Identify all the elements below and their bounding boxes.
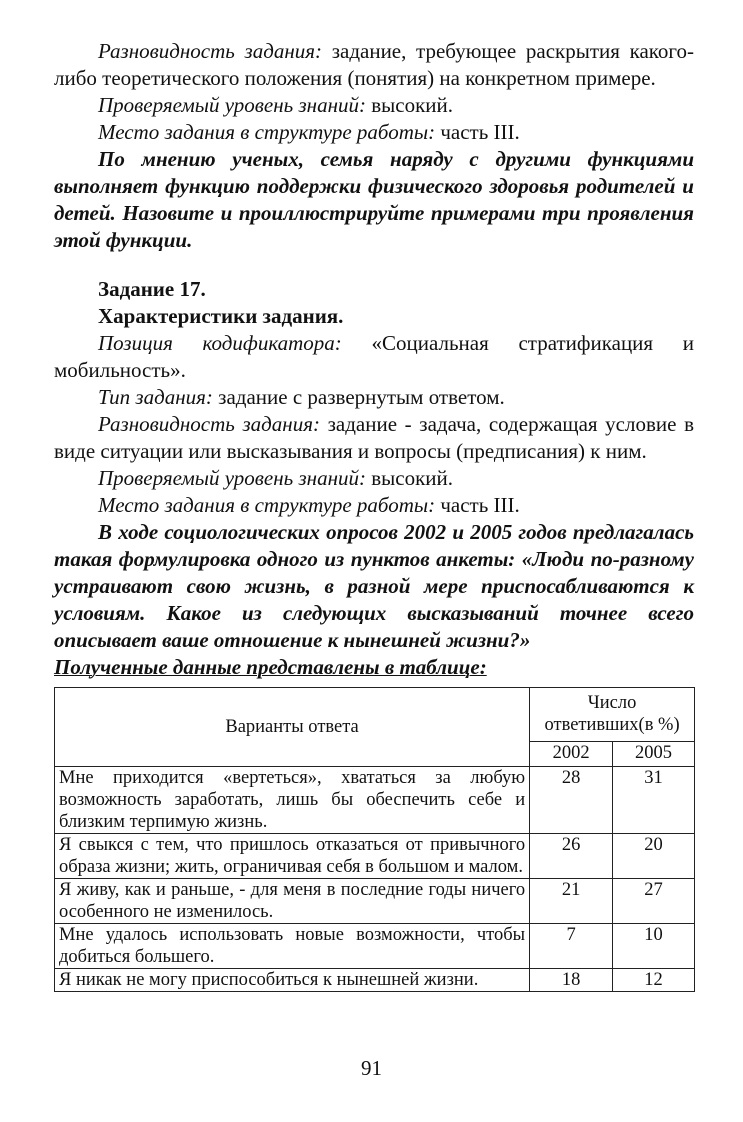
year-2005-header: 2005: [613, 742, 695, 767]
value-2002-cell: 18: [530, 969, 613, 992]
value-2002-cell: 7: [530, 924, 613, 969]
level17-paragraph: [54, 465, 694, 492]
level-text: высокий.: [371, 93, 454, 117]
task17-subheading: Характеристики задания.: [98, 304, 344, 328]
place-label: Место задания в структуре работы:: [98, 120, 436, 144]
value-2005-cell: 20: [613, 834, 695, 879]
position-text: «Социальная стратификация и мобильность».: [54, 331, 695, 382]
variety-label: Разновидность задания:: [98, 39, 323, 63]
table-caption: Полученные данные представлены в таблице:: [54, 655, 487, 679]
place-text: часть III.: [440, 120, 520, 144]
task17-heading: Задание 17.: [98, 277, 206, 301]
table-row: [55, 879, 695, 924]
value-2005-cell: 27: [613, 879, 695, 924]
place17-label: Место задания в структуре работы:: [98, 493, 436, 517]
variety17-text: задание - задача, содержащая условие в виде ситуации или высказывания и вопросы (предписания) к ним.: [54, 412, 695, 463]
answer-cell: Я свыкся с тем, что пришлось отказаться от привычного образа жизни; жить, ограничивая себя в большом и малом.: [55, 834, 530, 879]
value-2002-cell: 28: [530, 767, 613, 834]
value-2002-cell: 26: [530, 834, 613, 879]
col-answers-header: Варианты ответа: [55, 688, 530, 767]
value-2005-cell: 31: [613, 767, 695, 834]
level17-label: Проверяемый уровень знаний:: [98, 466, 366, 490]
answer-cell: Мне приходится «вертеться», хвататься за любую возможность заработать, лишь бы обеспечить себе и близким терпимую жизнь.: [55, 767, 530, 834]
task17-text: В ходе социологических опросов 2002 и 2005 годов предлагалась такая формулировка одного из пунктов анкеты: «Люди по-разному устраивают свою жизнь, в разной мере приспосабливаются к условиям. Какое из следующих высказываний точнее всего описывает ваше отношение к нынешней жизни?»: [54, 520, 694, 652]
type-label: Тип задания:: [98, 385, 213, 409]
place-paragraph: [54, 119, 694, 146]
table-row: [55, 834, 695, 879]
variety-paragraph: [54, 38, 694, 92]
place17-text: часть III.: [440, 493, 520, 517]
task-text: По мнению ученых, семья наряду с другими функциями выполняет функцию поддержки физического здоровья родителей и детей. Назовите и проиллюстрируйте примерами три проявления этой функции.: [54, 147, 694, 252]
col-count-header: Число ответивших(в %): [530, 688, 695, 742]
table-row: [55, 924, 695, 969]
variety-text: задание, требующее раскрытия какого-либо теоретического положения (понятия) на конкретном примере.: [54, 39, 695, 90]
type-text: задание с развернутым ответом.: [218, 385, 505, 409]
position-paragraph: [54, 330, 694, 384]
table-header-row: [55, 688, 695, 742]
level-paragraph: [54, 92, 694, 119]
year-2002-header: 2002: [530, 742, 613, 767]
position-label: Позиция кодификатора:: [98, 331, 342, 355]
variety17-label: Разновидность задания:: [98, 412, 320, 436]
answer-cell: Мне удалось использовать новые возможности, чтобы добиться большего.: [55, 924, 530, 969]
table-row: [55, 969, 695, 992]
level-label: Проверяемый уровень знаний:: [98, 93, 366, 117]
type-paragraph: [54, 384, 694, 411]
value-2002-cell: 21: [530, 879, 613, 924]
value-2005-cell: 10: [613, 924, 695, 969]
survey-table: [54, 687, 695, 992]
answer-cell: Я никак не могу приспособиться к нынешней жизни.: [55, 969, 530, 992]
table-row: [55, 767, 695, 834]
page-number: 91: [361, 1056, 382, 1080]
variety17-paragraph: [54, 411, 694, 465]
answer-cell: Я живу, как и раньше, - для меня в последние годы ничего особенного не изменилось.: [55, 879, 530, 924]
level17-text: высокий.: [371, 466, 454, 490]
place17-paragraph: [54, 492, 694, 519]
value-2005-cell: 12: [613, 969, 695, 992]
page-content: [54, 38, 694, 992]
